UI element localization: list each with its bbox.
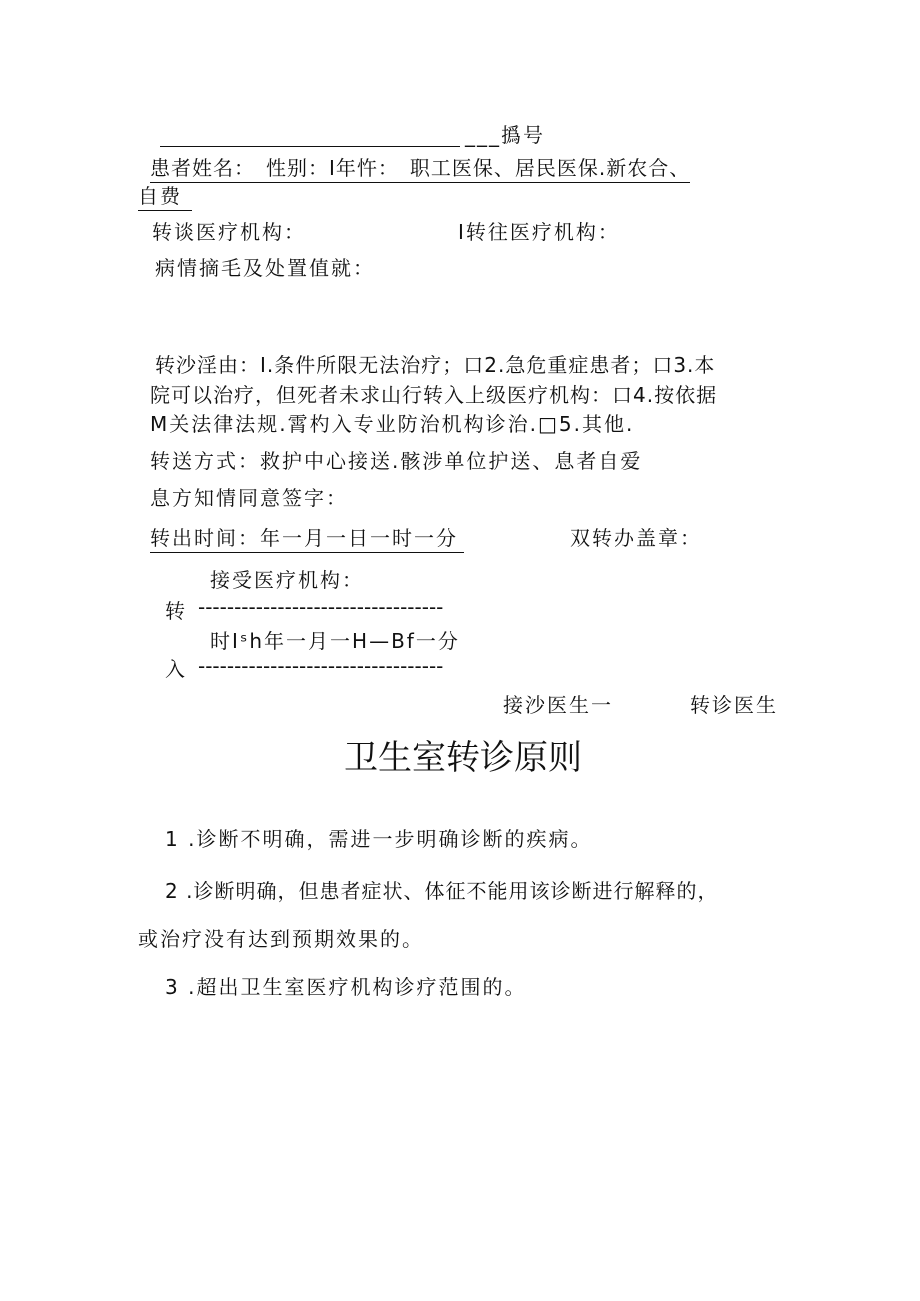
transfer-char-ru: 入 <box>165 657 187 681</box>
referral-reason-line-2: 院可以治疗，但死者未求山行转入上级医疗机构：口4.按依据 <box>150 383 718 407</box>
from-org-label: 转谈医疗机构： <box>152 220 306 244</box>
principle-item-1: 1 .诊断不明确，需进一步明确诊断的疾病。 <box>165 827 593 851</box>
receive-time: 时Iˢh年一月一H—Bf一分 <box>210 629 460 653</box>
header-blank-line <box>160 146 460 147</box>
principle-item-2-line-1: 2 .诊断明确，但患者症状、体征不能用该诊断进行解释的， <box>165 879 719 903</box>
dashed-separator-1: ---------------------------------- <box>198 595 444 619</box>
principle-item-2-line-2: 或治疗没有达到预期效果的。 <box>138 927 424 951</box>
referral-reason-line-1: 转沙淫由：I.条件所限无法治疗；口2.急危重症患者；口3.本 <box>155 353 716 377</box>
referral-reason-line-3: M关法律法规.霄杓入专业防治机构诊治.□5.其他. <box>150 412 635 436</box>
receiving-doctor-label: 接沙医生一 <box>503 693 613 717</box>
transport-method-label: 转送方式：救护中心接送.骸涉单位护送、息者自爱 <box>150 449 643 473</box>
payment-self-label: 自费 <box>138 183 192 211</box>
transfer-out-time: 转出时间：年一月一日一时一分 <box>150 525 464 553</box>
principles-title: 卫生室转诊原则 <box>344 738 582 778</box>
referral-number-label: ___撝号 <box>465 123 545 147</box>
patient-info-line: 患者姓名： 性别：I年忤： 职工医保、居民医保.新农合、 <box>150 155 690 183</box>
office-stamp-label: 双转办盖章： <box>570 526 702 550</box>
consent-signature-label: 息方知情同意签字： <box>150 486 348 510</box>
dashed-separator-2: ---------------------------------- <box>198 654 444 678</box>
principle-item-3: 3 .超出卫生室医疗机构诊疗范围的。 <box>165 975 527 999</box>
condition-label: 病情摘毛及处置值就： <box>155 256 375 280</box>
referring-doctor-label: 转诊医生 <box>690 693 778 717</box>
to-org-label: I转往医疗机构： <box>458 220 620 244</box>
receiving-org-label: 接受医疗机构： <box>210 568 364 592</box>
transfer-char-zhuan: 转 <box>165 599 187 623</box>
